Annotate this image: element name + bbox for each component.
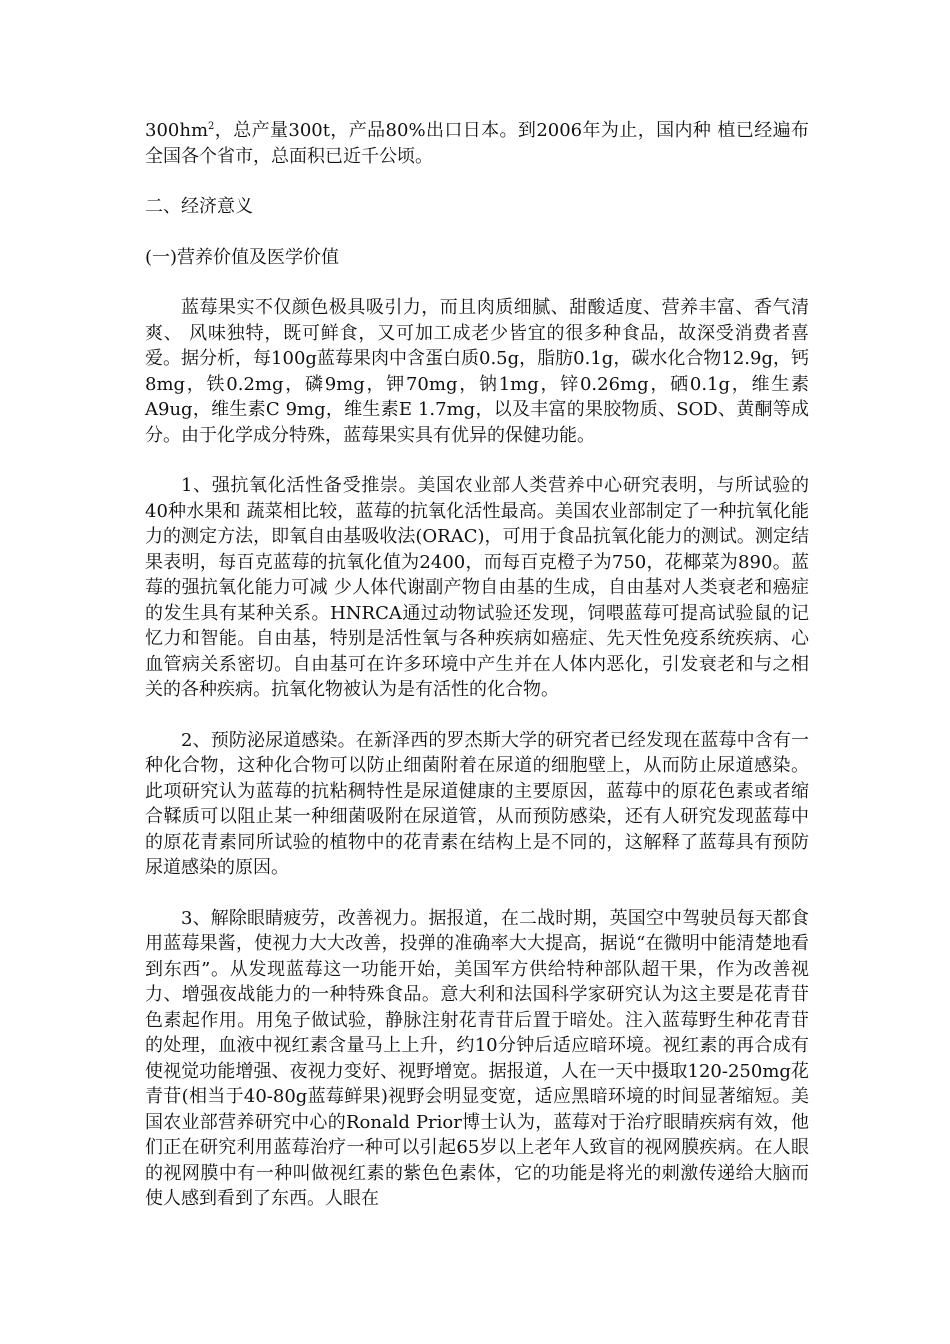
paragraph-vision: 3、解除眼睛疲劳，改善视力。据报道，在二战时期，英国空中驾驶员每天都食用蓝莓果酱，使视力大大改善，投弹的准确率大大提高，据说“在微明中能清楚地看到东西”。从发现蓝莓这一功能开始，美国军方供给特种部队超干果，作为改善视力、增强夜战能力的一种特殊食品。意大利和法国科学家研究认为这主要是花青苷色素起作用。用兔子做试验，静脉注射花青苷后置于暗处。注入蓝莓野生种花青苷的处理，血液中视红素含量马上上升，约10分钟后适应暗环境。视红素的再合成有使视觉功能增强、夜视力变好、视野增宽。据报道，人在一天中摄取120-250mg花青苷(相当于40-80g蓝莓鲜果)视野会明显变宽，适应黑暗环境的时间显著缩短。美国农业部营养研究中心的Ronald Prior博士认为，蓝莓对于治疗眼睛疾病有效，他们正在研究利用蓝莓治疗一种可以引起65岁以上老年人致盲的视网膜疾病。在人眼的视网膜中有一种叫做视红素的紫色色素体，它的功能是将光的刺激传递给大脑而使人感到看到了东西。人眼在 xyxy=(145,907,809,1209)
intro-text-end: ，总产量300t，产品80%出口日本。到2006年为止，国内种 植已经遍布全国各个省市，总面积已近千公顷。 xyxy=(145,120,809,167)
paragraph-nutrition: 蓝莓果实不仅颜色极具吸引力，而且肉质细腻、甜酸适度、营养丰富、香气清爽、 风味独特，既可鲜食，又可加工成老少皆宜的很多种食品，故深受消费者喜爱。据分析，每100g蓝莓果肉中含蛋白质0.5g，脂肪0.1g，碳水化合物12.9g，钙8mg，铁0.2mg，磷9mg，钾70mg，钠1mg，锌0.26mg，硒0.1g，维生素A9ug，维生素C 9mg，维生素E 1.7mg，以及丰富的果胶物质、SOD、黄酮等成分。由于化学成分特殊，蓝莓果实具有优异的保健功能。 xyxy=(145,297,809,446)
paragraph-antioxidant: 1、强抗氧化活性备受推崇。美国农业部人类营养中心研究表明，与所试验的40种水果和 蔬菜相比较，蓝莓的抗氧化活性最高。美国农业部制定了一种抗氧化能力的测定方法，即氧自由基吸收法(ORAC)，可用于食品抗氧化能力的测试。测定结果表明，每百克蓝莓的抗氧化值为2400，而每百克橙子为750，花椰菜为890。蓝莓的强抗氧化能力可减 少人体代谢副产物自由基的生成，自由基对人类衰老和癌症的发生具有某种关系。HNRCA通过动物试验还发现，饲喂蓝莓可提高试验鼠的记忆力和智能。自由基，特别是活性氧与各种疾病如癌症、先天性免疫系统疾病、心血管病关系密切。自由基可在许多环境中产生并在人体内恶化，引发衰老和与之相关的各种疾病。抗氧化物被认为是有活性的化合物。 xyxy=(145,475,809,700)
intro-text-start: 300hm xyxy=(145,120,209,141)
section-heading: 二、经济意义 xyxy=(145,196,253,217)
intro-paragraph xyxy=(145,118,809,169)
subsection-heading: (一)营养价值及医学价值 xyxy=(145,246,340,268)
paragraph-urinary: 2、预防泌尿道感染。在新泽西的罗杰斯大学的研究者已经发现在蓝莓中含有一种化合物，这种化合物可以防止细菌附着在尿道的细胞壁上，从而防止尿道感染。此项研究认为蓝莓的抗粘稠特性是尿道健康的主要原因，蓝莓中的原花色素或者缩合鞣质可以阻止某一种细菌吸附在尿道管，从而预防感染，还有人研究发现蓝莓中的原花青素同所试验的植物中的花青素在结构上是不同的，这解释了蓝莓具有预防尿道感染的原因。 xyxy=(145,729,809,878)
document-page xyxy=(145,118,809,1237)
superscript-2: 2 xyxy=(208,121,215,132)
